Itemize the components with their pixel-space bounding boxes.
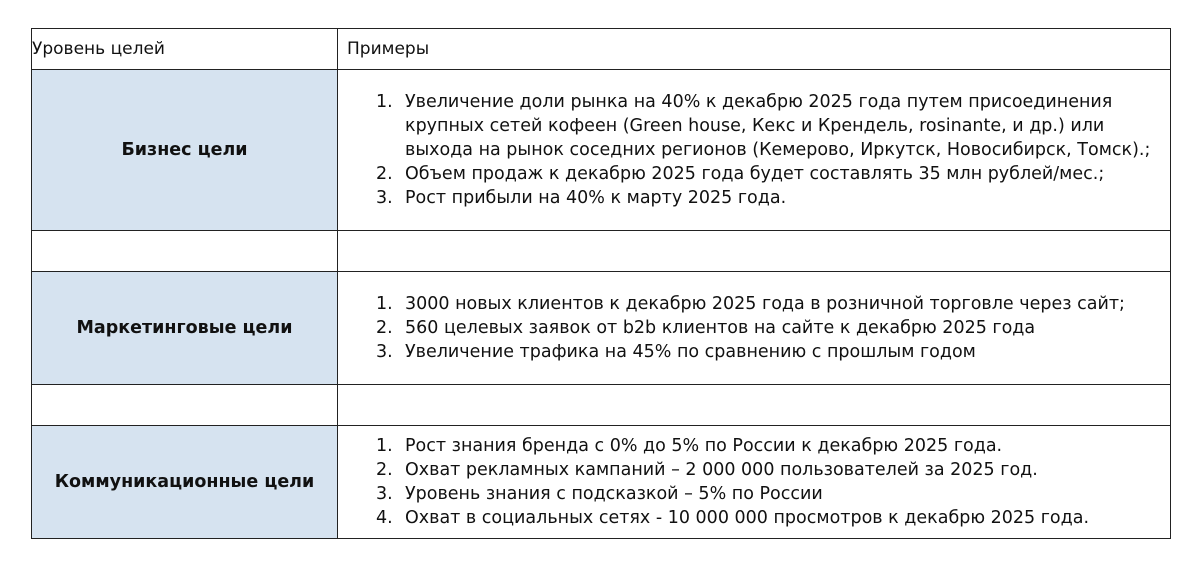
item-text: Рост знания бренда с 0% до 5% по России к декабрю 2025 года. <box>405 436 1003 456</box>
item-text: Уровень знания с подсказкой – 5% по России <box>405 484 823 504</box>
item-number: 3. <box>376 484 393 504</box>
item-text: Охват рекламных кампаний – 2 000 000 пользователей за 2025 год. <box>405 460 1038 480</box>
examples-list <box>338 292 1170 364</box>
item-number: 2. <box>376 164 393 184</box>
examples-list <box>338 90 1170 210</box>
item-number: 1. <box>376 294 393 314</box>
item-text: Рост прибыли на 40% к марту 2025 года. <box>405 188 787 208</box>
list-item <box>338 186 1162 210</box>
list-item <box>338 506 1162 530</box>
goals-table <box>31 28 1171 539</box>
list-item <box>338 162 1162 186</box>
item-number: 1. <box>376 436 393 456</box>
item-text: Увеличение трафика на 45% по сравнению с прошлым годом <box>405 342 976 362</box>
level-cell-business: Бизнес цели <box>32 70 338 231</box>
list-item <box>338 316 1162 340</box>
item-text: 3000 новых клиентов к декабрю 2025 года в розничной торговле через сайт; <box>405 294 1125 314</box>
item-number: 3. <box>376 188 393 208</box>
item-number: 3. <box>376 342 393 362</box>
item-text: Увеличение доли рынка на 40% к декабрю 2025 года путем присоединения крупных сетей кофеен (Green house, Кекс и Крендель, rosinante, и др.) или выхода на рынок соседних регионов (Кемерово, Иркутск, Новосибирск, Томск).; <box>405 92 1151 160</box>
examples-cell-marketing <box>338 272 1171 385</box>
item-text: Охват в социальных сетях - 10 000 000 просмотров к декабрю 2025 года. <box>405 508 1090 528</box>
examples-cell-business <box>338 70 1171 231</box>
level-cell-marketing: Маркетинговые цели <box>32 272 338 385</box>
list-item <box>338 90 1162 162</box>
item-text: 560 целевых заявок от b2b клиентов на сайте к декабрю 2025 года <box>405 318 1036 338</box>
level-cell-communication: Коммуникационные цели <box>32 426 338 539</box>
empty-cell <box>338 385 1171 426</box>
header-level-cell: Уровень целей <box>32 29 338 70</box>
item-number: 4. <box>376 508 393 528</box>
empty-cell <box>32 385 338 426</box>
table-row-business <box>32 70 1171 231</box>
list-item <box>338 292 1162 316</box>
item-number: 2. <box>376 318 393 338</box>
empty-row <box>32 385 1171 426</box>
table-row-communication <box>32 426 1171 539</box>
item-number: 2. <box>376 460 393 480</box>
empty-row <box>32 231 1171 272</box>
examples-list <box>338 434 1170 530</box>
item-text: Объем продаж к декабрю 2025 года будет составлять 35 млн рублей/мес.; <box>405 164 1105 184</box>
table-header-row <box>32 29 1171 70</box>
examples-cell-communication <box>338 426 1171 539</box>
list-item <box>338 434 1162 458</box>
list-item <box>338 340 1162 364</box>
empty-cell <box>32 231 338 272</box>
item-number: 1. <box>376 92 393 112</box>
empty-cell <box>338 231 1171 272</box>
list-item <box>338 482 1162 506</box>
list-item <box>338 458 1162 482</box>
header-examples-cell: Примеры <box>338 29 1171 70</box>
table-row-marketing <box>32 272 1171 385</box>
